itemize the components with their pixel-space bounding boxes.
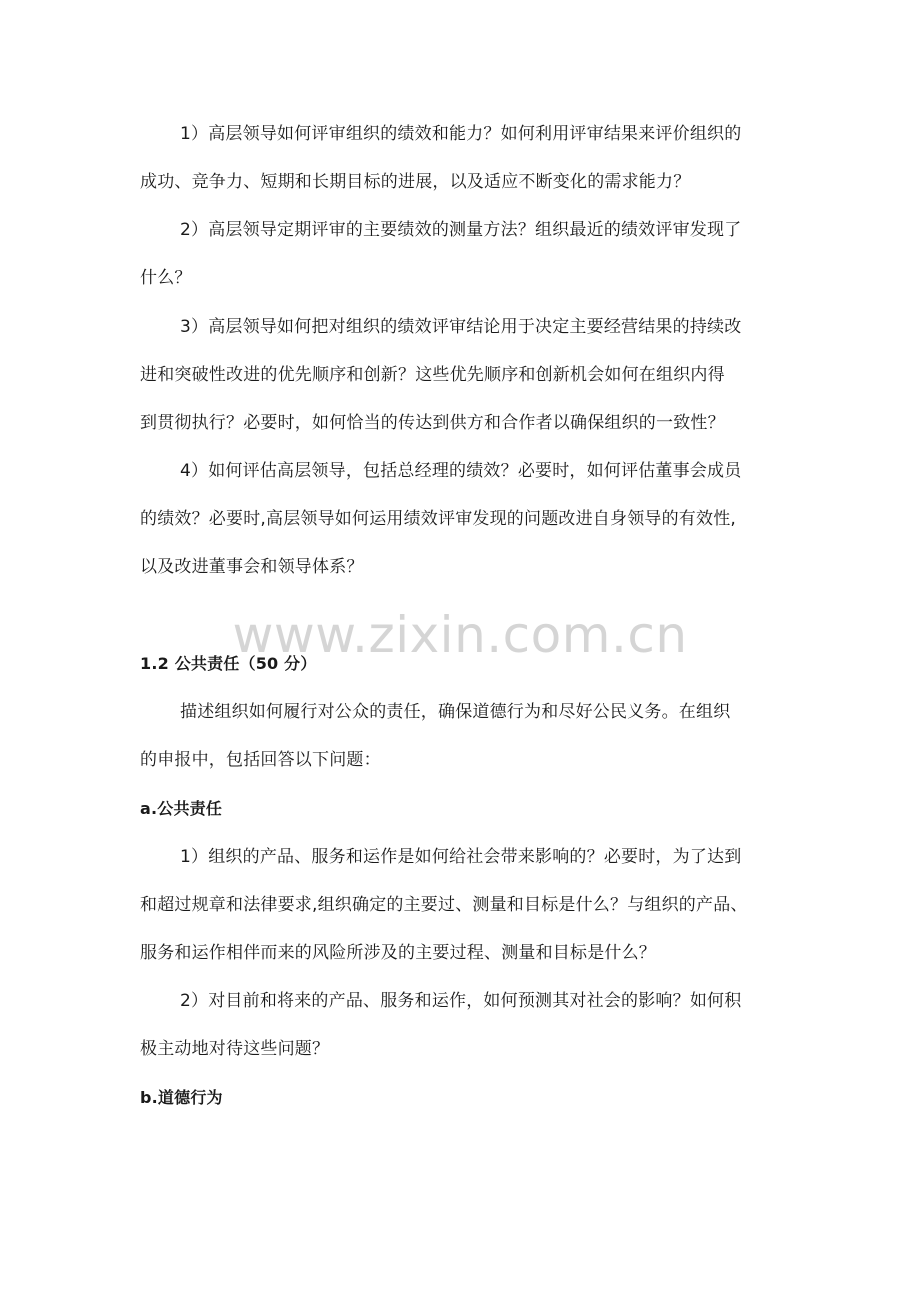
public-item-1-line-3: 服务和运作相伴而来的风险所涉及的主要过程、测量和目标是什么？ [140, 943, 656, 963]
review-item-3-line-3: 到贯彻执行？必要时，如何恰当的传达到供方和合作者以确保组织的一致性？ [140, 413, 725, 433]
public-item-1-line-2: 和超过规章和法律要求,组织确定的主要过、测量和目标是什么？与组织的产品、 [140, 895, 748, 915]
review-item-4-line-3: 以及改进董事会和领导体系？ [140, 557, 364, 577]
public-item-1-line-1: 1）组织的产品、服务和运作是如何给社会带来影响的？必要时，为了达到 [180, 847, 742, 867]
review-item-2-line-2: 什么？ [140, 268, 192, 288]
section-heading-1-2: 1.2 公共责任（50 分） [140, 654, 317, 673]
review-item-4-line-2: 的绩效？必要时,高层领导如何运用绩效评审发现的问题改进自身领导的有效性, [140, 509, 737, 529]
section-intro-line-2: 的申报中，包括回答以下问题： [140, 750, 381, 770]
review-item-4-line-1: 4）如何评估高层领导，包括总经理的绩效？必要时，如何评估董事会成员 [180, 461, 742, 481]
review-item-3-line-1: 3）高层领导如何把对组织的绩效评审结论用于决定主要经营结果的持续改 [180, 317, 742, 337]
watermark: www.zixin.com.cn [232, 606, 688, 664]
public-item-2-line-1: 2）对目前和将来的产品、服务和运作，如何预测其对社会的影响？如何积 [180, 991, 742, 1011]
review-item-2-line-1: 2）高层领导定期评审的主要绩效的测量方法？组织最近的绩效评审发现了 [180, 220, 742, 240]
review-item-1-line-1: 1）高层领导如何评审组织的绩效和能力？如何利用评审结果来评价组织的 [180, 124, 742, 144]
section-intro-line-1: 描述组织如何履行对公众的责任，确保道德行为和尽好公民义务。在组织 [180, 702, 731, 722]
review-item-1-line-2: 成功、竞争力、短期和长期目标的进展，以及适应不断变化的需求能力？ [140, 172, 691, 192]
review-item-3-line-2: 进和突破性改进的优先顺序和创新？这些优先顺序和创新机会如何在组织内得 [140, 365, 725, 385]
public-item-2-line-2: 极主动地对待这些问题？ [140, 1039, 330, 1059]
subsection-heading-b: b.道德行为 [140, 1088, 223, 1107]
subsection-heading-a: a.公共责任 [140, 799, 223, 818]
